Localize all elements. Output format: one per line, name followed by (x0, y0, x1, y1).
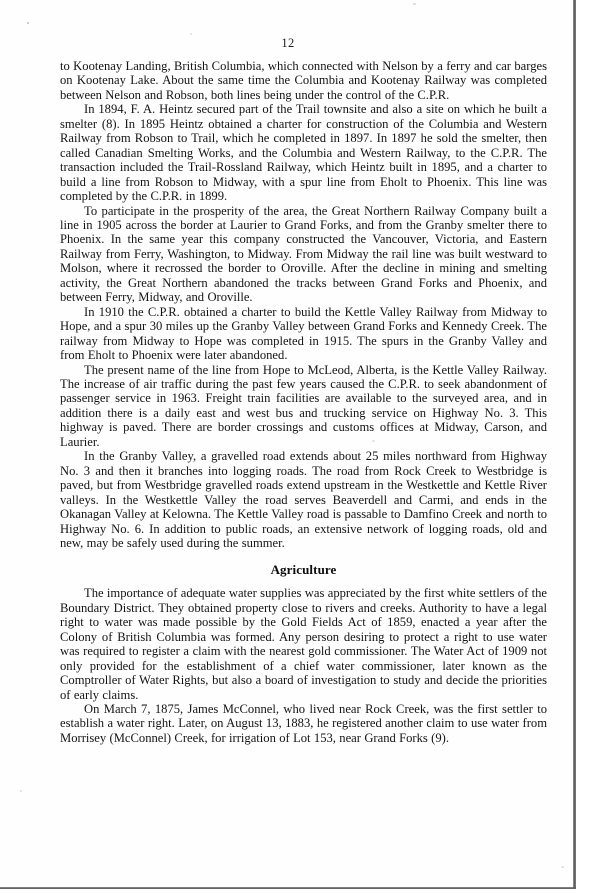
page-number: 12 (281, 36, 295, 50)
paragraph-great-northern: To participate in the prosperity of the area, the Great Northern Railway Company built a line in 1905 across the border at Laurier to Grand Forks, and from the Granby smelter there to Phoenix. In the same year this company constructed the Vancouver, Victoria, and Eastern Railway from Ferry, Washington, to Midway. From Midway the rail line was built westward to Molson, where it recrossed the border to Oroville. After the decline in mining and smelting activity, the Great Northern abandoned the tracks between Grand Forks and Phoenix, and between Ferry, Midway, and Oroville. (60, 203, 547, 305)
paragraph-mcconnel: On March 7, 1875, James McConnel, who lived near Rock Creek, was the first settler to establish a water right. Later, on August 13, 1883, he registered another claim to use water from Morrisey (McConnel) Creek, for irrigation of Lot 153, near Grand Forks (9). (60, 702, 547, 745)
paragraph-water-supplies: The importance of adequate water supplies was appreciated by the first white settlers of the Boundary District. They obtained property close to rivers and creeks. Authority to have a legal right to water was made possible by the Gold Fields Act of 1859, enacted a year after the Colony of British Columbia was formed. Any person desiring to protect a right to use water was required to register a claim with the nearest gold commissioner. The Water Act of 1909 not only provided for the establishment of a chief water commissioner, later known as the Comptroller of Water Rights, but also a board of investigation to study and decide the priorities of early claims. (60, 586, 548, 702)
paragraph-kettle-valley-charter: In 1910 the C.P.R. obtained a charter to build the Kettle Valley Railway from Midway to Hope, and a spur 30 miles up the Granby Valley between Grand Forks and Kennedy Creek. The railway from Midway to Hope was completed in 1915. The spurs in the Granby Valley and from Eholt to Phoenix were later abandoned. (60, 304, 547, 363)
paragraph-granby-valley-roads: In the Granby Valley, a gravelled road extends about 25 miles northward from Highway No. 3 and then it branches into logging roads. The road from Rock Creek to Westbridge is paved, but from Westbridge gravelled roads extend upstream in the Westkettle and Kettle River valleys. In the Westkettle Valley the road serves Beaverdell and Carmi, and ends in the Okanagan Valley at Kelowna. The Kettle Valley road is passable to Damfino Creek and north to Highway No. 6. In addition to public roads, an extensive network of logging roads, old and new, may be safely used during the summer. (60, 449, 547, 550)
body-text-column (60, 59, 547, 745)
paragraph-present-name: The present name of the line from Hope to McLeod, Alberta, is the Kettle Valley Railway. The increase of air traffic during the past few years caused the C.P.R. to seek abandonment of passenger service in 1963. Freight train facilities are available to the surveyed area, and in addition there is a daily east and west bus and trucking service on Highway No. 3. This highway is paved. There are border crossings and customs offices at Midway, Carson, and Laurier. (60, 362, 547, 449)
scan-speck (561, 866, 564, 868)
paragraph-heintz-smelter: In 1894, F. A. Heintz secured part of the Trail townsite and also a site on which he built a smelter (8). In 1895 Heintz obtained a charter for construction of the Columbia and Western Railway from Robson to Trail, which he completed in 1897. In 1897 he sold the smelter, then called Canadian Smelting Works, and the Columbia and Western Railway, to the C.P.R. The transaction included the Trail-Rossland Railway, which Heintz built in 1895, and a charter to build a line from Robson to Midway, with a spur line from Eholt to Phoenix. This line was completed by the C.P.R. in 1899. (60, 102, 547, 204)
scan-speck (190, 33, 192, 35)
scan-speck (413, 3, 416, 5)
paragraph-kootenay-landing: to Kootenay Landing, British Columbia, which connected with Nelson by a ferry and car barges on Kootenay Lake. About the same time the Columbia and Kootenay Railway was completed between Nelson and Robson, both lines being under the control of the C.P.R. (60, 59, 547, 102)
section-heading-agriculture: Agriculture (270, 562, 337, 578)
scan-speck (20, 790, 22, 792)
scan-speck (27, 22, 29, 24)
page-right-margin-backdrop (576, 0, 600, 894)
page-bottom-scan-edge (0, 887, 576, 889)
